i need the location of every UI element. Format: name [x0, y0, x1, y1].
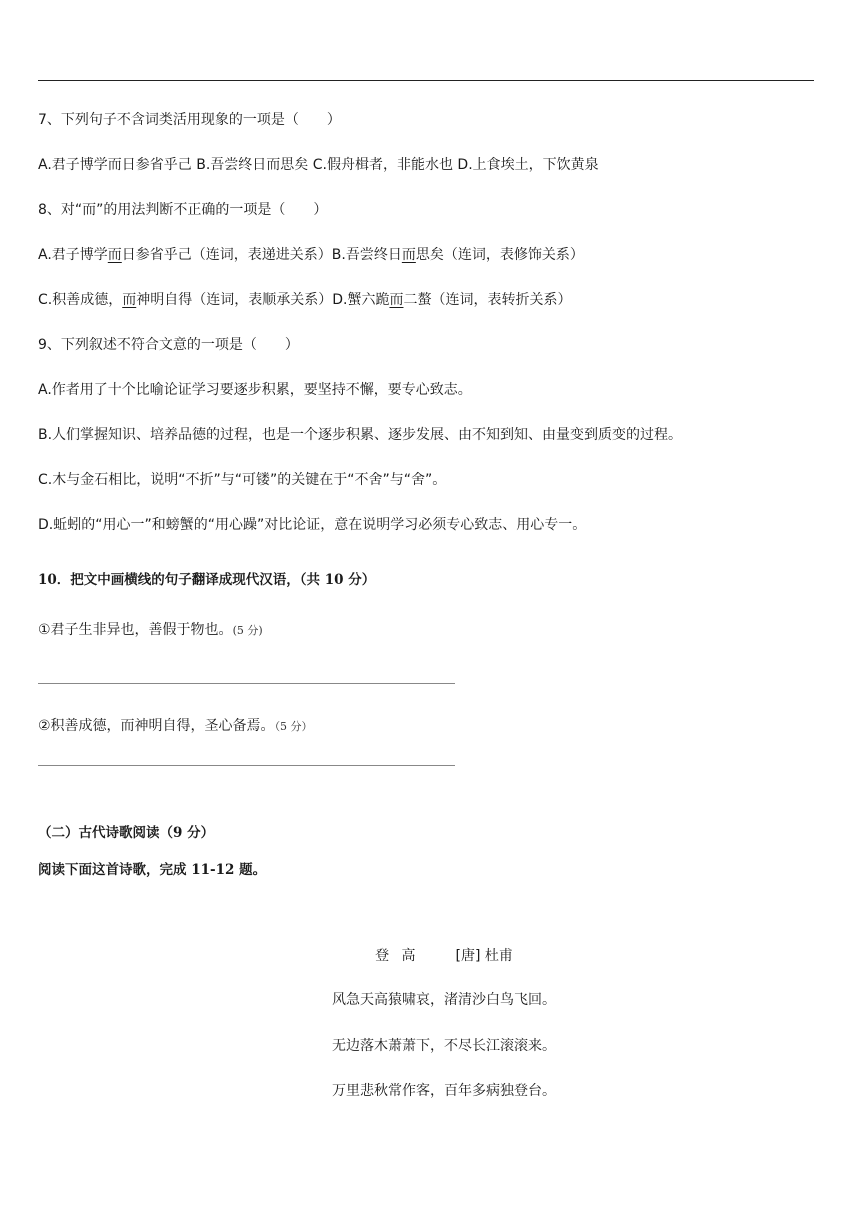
poem-line-2: 无边落木萧萧下，不尽长江滚滚来。 [332, 1038, 556, 1054]
q8-a-er: 而 [107, 247, 122, 263]
header-rule [38, 80, 814, 81]
q9-option-b: B.人们掌握知识、培养品德的过程，也是一个逐步积累、逐步发展、由不知到知、由量变到质变的过程。 [38, 427, 683, 443]
poem-header [0, 946, 860, 966]
q10-s1-score: (5 分) [232, 624, 263, 637]
q8-a-pre: A.君子博学 [38, 247, 108, 263]
answer-line-2[interactable] [38, 765, 455, 766]
q10-sentence-2 [38, 716, 313, 737]
q9-option-a: A.作者用了十个比喻论证学习要逐步积累，要坚持不懈，要专心致志。 [38, 382, 472, 398]
q8-d-post: 二螯（连词，表转折关系） [403, 292, 572, 308]
section2-heading: （二）古代诗歌阅读（9 分） [38, 825, 215, 841]
q8-stem: 8、对“而”的用法判断不正确的一项是（ ） [38, 202, 328, 218]
q7-stem: 7、下列句子不含词类活用现象的一项是（ ） [38, 112, 341, 128]
q8-options-cd [38, 290, 571, 310]
q8-c-post: 神明自得（连词，表顺承关系）D.蟹六跪 [136, 292, 390, 308]
poem-line-1: 风急天高猿啸哀，渚清沙白鸟飞回。 [332, 992, 556, 1008]
q10-s1-text: ①君子生非异也，善假于物也。 [38, 622, 233, 638]
q8-b-er: 而 [401, 247, 416, 263]
q10-sentence-1 [38, 620, 263, 641]
q9-stem: 9、下列叙述不符合文意的一项是（ ） [38, 337, 299, 353]
poem-author: [唐] 杜甫 [455, 948, 513, 964]
poem-title: 登 高 [375, 948, 420, 964]
q8-options-ab [38, 245, 584, 265]
q8-c-pre: C.积善成德， [38, 292, 123, 308]
q10-stem: 10．把文中画横线的句子翻译成现代汉语，（共 10 分） [38, 572, 376, 588]
poem-line-3: 万里悲秋常作客，百年多病独登台。 [332, 1083, 556, 1099]
q9-option-c: C.木与金石相比，说明“不折”与“可镂”的关键在于“不舍”与“舍”。 [38, 472, 447, 488]
q7-options: A.君子博学而日参省乎己 B.吾尝终日而思矣 C.假舟楫者，非能水也 D.上食埃土，下饮黄泉 [38, 157, 599, 173]
q8-b-post: 思矣（连词，表修饰关系） [415, 247, 584, 263]
section2-instruction: 阅读下面这首诗歌，完成 11-12 题。 [38, 862, 267, 878]
q10-s2-text: ②积善成德，而神明自得，圣心备焉。 [38, 718, 275, 734]
q8-a-post: 日参省乎己（连词，表递进关系）B.吾尝终日 [121, 247, 402, 263]
answer-line-1[interactable] [38, 683, 455, 684]
q9-option-d: D.蚯蚓的“用心一”和螃蟹的“用心躁”对比论证，意在说明学习必须专心致志、用心专一。 [38, 517, 587, 533]
q8-d-er: 而 [389, 292, 404, 308]
q10-s2-score: （5 分） [274, 720, 313, 733]
q8-c-er: 而 [122, 292, 137, 308]
